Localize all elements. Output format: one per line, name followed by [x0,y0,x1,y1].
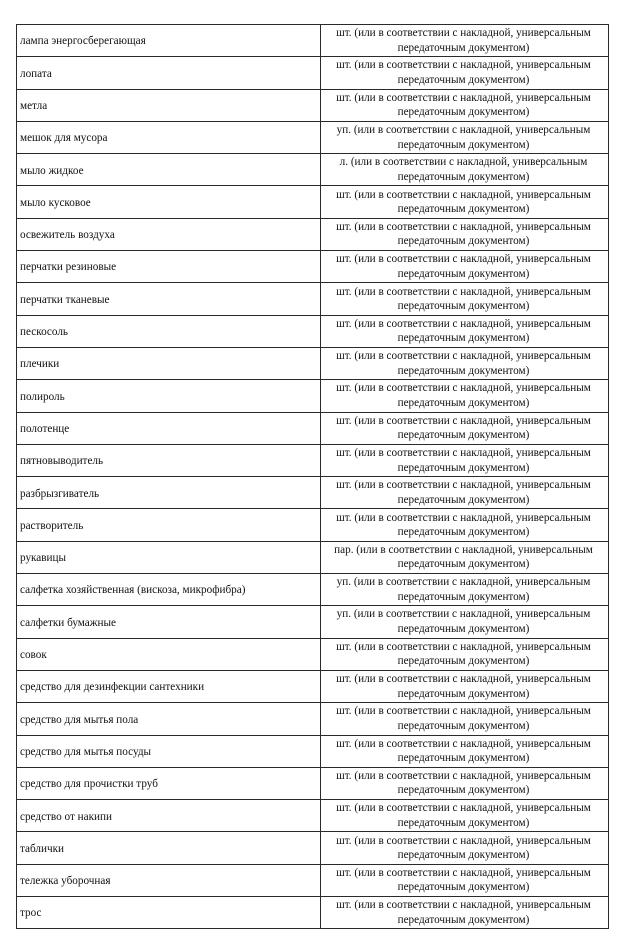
unit-line-2: передаточным документом) [397,558,530,571]
unit-line-1: шт. (или в соответствии с накладной, универсальным [336,834,591,847]
item-name-cell: средство для дезинфекции сантехники [17,670,321,702]
unit-cell [321,154,609,186]
unit-line-2: передаточным документом) [397,526,530,539]
unit-cell [321,670,609,702]
unit-line-2: передаточным документом) [397,73,530,86]
item-name-cell: мешок для мусора [17,121,321,153]
unit-line-1: шт. (или в соответствии с накладной, универсальным [336,382,591,395]
item-name-cell: перчатки резиновые [17,251,321,283]
item-name-cell: пескосоль [17,315,321,347]
unit-line-2: передаточным документом) [397,203,530,216]
table-row [17,121,609,153]
unit-line-2: передаточным документом) [397,622,530,635]
table-row [17,703,609,735]
unit-line-2: передаточным документом) [397,784,530,797]
unit-cell [321,864,609,896]
table-row [17,574,609,606]
item-name-cell: лопата [17,57,321,89]
table-row [17,864,609,896]
item-name-cell: освежитель воздуха [17,218,321,250]
unit-cell [321,25,609,57]
table-row [17,186,609,218]
unit-line-2: передаточным документом) [397,590,530,603]
item-name-cell: средство для мытья пола [17,703,321,735]
unit-cell [321,638,609,670]
unit-line-1: шт. (или в соответствии с накладной, универсальным [336,802,591,815]
item-name-cell: растворитель [17,509,321,541]
unit-cell [321,57,609,89]
item-name-cell: салфетка хозяйственная (вискоза, микрофибра) [17,574,321,606]
unit-cell [321,477,609,509]
unit-line-2: передаточным документом) [397,493,530,506]
item-name-cell: метла [17,89,321,121]
item-name-cell: разбрызгиватель [17,477,321,509]
item-name-cell: плечики [17,347,321,379]
unit-line-1: шт. (или в соответствии с накладной, универсальным [336,705,591,718]
unit-line-2: передаточным документом) [397,332,530,345]
table-row [17,347,609,379]
item-name-cell: полотенце [17,412,321,444]
item-name-cell: мыло кусковое [17,186,321,218]
unit-line-2: передаточным документом) [397,849,530,862]
unit-line-2: передаточным документом) [397,687,530,700]
unit-line-1: шт. (или в соответствии с накладной, универсальным [336,317,591,330]
item-name-cell: лампа энергосберегающая [17,25,321,57]
item-name-cell: перчатки тканевые [17,283,321,315]
table-row [17,412,609,444]
unit-cell [321,121,609,153]
item-name-cell: средство для мытья посуды [17,735,321,767]
unit-cell [321,315,609,347]
unit-line-1: шт. (или в соответствии с накладной, универсальным [336,866,591,879]
items-table-body [17,25,609,929]
unit-cell [321,767,609,799]
unit-line-1: пар. (или в соответствии с накладной, универсальным [334,543,593,556]
items-table [16,24,609,929]
unit-cell [321,347,609,379]
table-row [17,509,609,541]
unit-line-1: шт. (или в соответствии с накладной, универсальным [336,27,591,40]
table-row [17,832,609,864]
item-name-cell: средство от накипи [17,800,321,832]
unit-cell [321,380,609,412]
unit-line-2: передаточным документом) [397,881,530,894]
unit-line-1: шт. (или в соответствии с накладной, универсальным [336,59,591,72]
unit-line-2: передаточным документом) [397,41,530,54]
item-name-cell: салфетки бумажные [17,606,321,638]
unit-cell [321,509,609,541]
unit-line-1: шт. (или в соответствии с накладной, универсальным [336,220,591,233]
unit-line-2: передаточным документом) [397,364,530,377]
unit-cell [321,283,609,315]
table-row [17,154,609,186]
unit-line-2: передаточным документом) [397,170,530,183]
unit-line-2: передаточным документом) [397,429,530,442]
table-row [17,767,609,799]
table-row [17,315,609,347]
table-row [17,477,609,509]
unit-cell [321,218,609,250]
unit-line-2: передаточным документом) [397,396,530,409]
table-row [17,444,609,476]
table-row [17,89,609,121]
unit-cell [321,606,609,638]
unit-line-1: шт. (или в соответствии с накладной, универсальным [336,253,591,266]
unit-line-2: передаточным документом) [397,138,530,151]
table-row [17,606,609,638]
table-row [17,735,609,767]
unit-line-1: шт. (или в соответствии с накладной, универсальным [336,447,591,459]
table-row [17,897,609,929]
unit-cell [321,444,609,476]
unit-line-1: шт. (или в соответствии с накладной, универсальным [336,479,591,492]
unit-line-2: передаточным документом) [397,816,530,829]
item-name-cell: трос [17,897,321,929]
unit-cell [321,574,609,606]
table-row [17,251,609,283]
table-row [17,218,609,250]
unit-cell [321,89,609,121]
table-row [17,541,609,573]
unit-line-2: передаточным документом) [397,106,530,119]
unit-line-1: шт. (или в соответствии с накладной, универсальным [336,640,591,653]
unit-line-1: уп. (или в соответствии с накладной, универсальным [336,608,591,621]
item-name-cell: тележка уборочная [17,864,321,896]
unit-cell [321,703,609,735]
item-name-cell: пятновыводитель [17,444,321,476]
item-name-cell: таблички [17,832,321,864]
unit-line-1: шт. (или в соответствии с накладной, универсальным [336,285,591,298]
unit-line-2: передаточным документом) [397,752,530,765]
table-row [17,283,609,315]
unit-line-1: шт. (или в соответствии с накладной, универсальным [336,673,591,686]
unit-line-2: передаточным документом) [397,300,530,313]
unit-line-2: передаточным документом) [397,235,530,248]
unit-cell [321,541,609,573]
unit-cell [321,800,609,832]
unit-line-2: передаточным документом) [397,267,530,280]
table-row [17,638,609,670]
item-name-cell: мыло жидкое [17,154,321,186]
unit-line-1: уп. (или в соответствии с накладной, универсальным [336,124,591,137]
table-row [17,800,609,832]
unit-line-1: шт. (или в соответствии с накладной, универсальным [336,769,591,782]
item-name-cell: совок [17,638,321,670]
unit-cell [321,412,609,444]
unit-line-1: шт. (или в соответствии с накладной, универсальным [336,188,591,201]
unit-line-2: передаточным документом) [397,913,530,926]
item-name-cell: полироль [17,380,321,412]
unit-line-2: передаточным документом) [397,461,530,474]
unit-line-1: шт. (или в соответствии с накладной, универсальным [336,737,591,750]
unit-line-1: шт. (или в соответствии с накладной, универсальным [336,899,591,912]
table-row [17,57,609,89]
unit-line-1: шт. (или в соответствии с накладной, универсальным [336,414,591,427]
unit-line-1: шт. (или в соответствии с накладной, универсальным [336,350,591,363]
unit-cell [321,897,609,929]
item-name-cell: рукавицы [17,541,321,573]
unit-cell [321,251,609,283]
table-row [17,380,609,412]
unit-line-2: передаточным документом) [397,655,530,668]
unit-line-2: передаточным документом) [397,719,530,732]
unit-line-1: шт. (или в соответствии с накладной, универсальным [336,511,591,524]
unit-line-1: уп. (или в соответствии с накладной, универсальным [336,576,591,589]
unit-line-1: л. (или в соответствии с накладной, универсальным [339,156,588,169]
unit-cell [321,735,609,767]
table-row [17,25,609,57]
unit-cell [321,186,609,218]
unit-cell [321,832,609,864]
table-row [17,670,609,702]
item-name-cell: средство для прочистки труб [17,767,321,799]
unit-line-1: шт. (или в соответствии с накладной, универсальным [336,91,591,104]
